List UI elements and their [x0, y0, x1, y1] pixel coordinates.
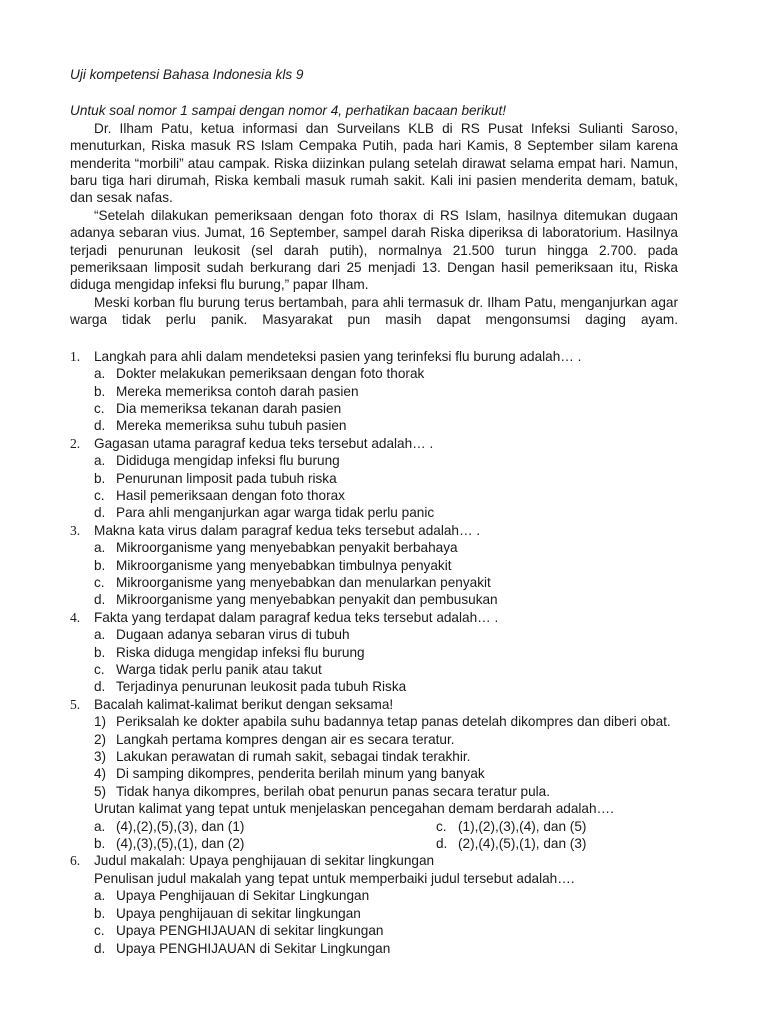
option-text: Dugaan adanya sebaran virus di tubuh — [116, 627, 350, 643]
option-text: (1),(2),(3),(4), dan (5) — [458, 818, 587, 834]
item-number: 1) — [94, 714, 107, 730]
option-text: Upaya penghijauan di sekitar lingkungan — [116, 905, 361, 921]
option-text: Hasil pemeriksaan dengan foto thorax — [116, 487, 345, 503]
option-text: Riska diduga mengidap infeksi flu burung — [116, 644, 365, 660]
option-letter: d. — [94, 418, 106, 434]
option-d — [94, 940, 678, 957]
option-grid — [94, 818, 678, 853]
option-letter: d. — [94, 505, 106, 521]
question-4 — [70, 609, 678, 696]
sentence-item-3 — [94, 748, 678, 765]
reading-paragraph-1: Dr. Ilham Patu, ketua informasi dan Surveilans KLB di RS Pusat Infeksi Sulianti Saroso, menuturkan, Riska masuk RS Islam Cempaka Putih, pada hari Kamis, 8 September silam karena menderita “morbili” atau campak. Riska diizinkan pulang setelah dirawat selama empat hari. Namun, baru tiga hari dirumah, Riska kembali masuk rumah sakit. Kali ini pasien menderita demam, batuk, dan sesak nafas. — [70, 120, 678, 206]
option-letter: c. — [94, 923, 105, 939]
instruction-intro: Untuk soal nomor 1 sampai dengan nomor 4, perhatikan bacaan berikut! — [70, 103, 507, 119]
option-letter: a. — [94, 540, 106, 556]
option-letter: c. — [94, 487, 105, 503]
option-b — [94, 905, 678, 922]
option-text: (4),(2),(5),(3), dan (1) — [116, 818, 245, 834]
option-text: (4),(3),(5),(1), dan (2) — [116, 836, 245, 852]
option-a — [94, 365, 678, 382]
item-number: 5) — [94, 783, 107, 799]
option-letter: a. — [94, 888, 106, 904]
option-letter: c. — [94, 400, 105, 416]
question-text: Gagasan utama paragraf kedua teks tersebut adalah… . — [94, 435, 434, 451]
option-text: Para ahli menganjurkan agar warga tidak perlu panic — [116, 505, 435, 521]
question-number: 5. — [70, 696, 81, 712]
option-text: Penurunan limposit pada tubuh riska — [116, 470, 337, 486]
option-text: Upaya Penghijauan di Sekitar Lingkungan — [116, 888, 370, 904]
option-letter: d. — [436, 836, 448, 852]
option-text: Mikroorganisme yang menyebabkan dan menularkan penyakit — [116, 574, 491, 590]
question-text: Bacalah kalimat-kalimat berikut dengan seksama! — [94, 696, 394, 712]
question-number: 2. — [70, 435, 81, 451]
option-text: (2),(4),(5),(1), dan (3) — [458, 836, 587, 852]
sentence-item-5 — [94, 783, 678, 800]
sentence-item-4 — [94, 765, 678, 782]
question-number: 3. — [70, 522, 81, 538]
question-2 — [70, 435, 678, 522]
option-c — [436, 818, 678, 835]
option-b — [94, 557, 678, 574]
option-d — [94, 504, 678, 521]
question-text: Makna kata virus dalam paragraf kedua teks tersebut adalah… . — [94, 522, 481, 538]
sentence-item-1 — [94, 713, 678, 730]
sentence-item-2 — [94, 731, 678, 748]
reading-paragraph-3: Meski korban flu burung terus bertambah, para ahli termasuk dr. Ilham Patu, menganjurkan agar warga tidak perlu panik. Masyarakat pun masih dapat mengonsumsi daging ayam. — [70, 294, 678, 328]
option-c — [94, 922, 678, 939]
option-letter: a. — [94, 453, 106, 469]
item-text: Tidak hanya dikompres, berilah obat penurun panas secara teratur pula. — [116, 783, 551, 799]
option-text: Mereka memeriksa suhu tubuh pasien — [116, 418, 347, 434]
question-number: 6. — [70, 853, 81, 869]
document-title: Uji kompetensi Bahasa Indonesia kls 9 — [70, 67, 304, 82]
option-letter: c. — [94, 662, 105, 677]
option-c — [94, 661, 678, 678]
option-letter: b. — [94, 836, 106, 852]
option-a — [94, 539, 678, 556]
option-c — [94, 487, 678, 504]
option-text: Mereka memeriksa contoh darah pasien — [116, 383, 359, 399]
option-letter: c. — [94, 574, 105, 590]
option-text: Mikroorganisme yang menyebabkan penyakit dan pembusukan — [116, 592, 498, 608]
option-b — [94, 644, 678, 661]
question-6 — [70, 852, 678, 956]
question-text: Fakta yang terdapat dalam paragraf kedua teks tersebut adalah… . — [94, 609, 499, 625]
option-a — [94, 452, 678, 469]
option-text: Dididuga mengidap infeksi flu burung — [116, 453, 340, 469]
item-text: Di samping dikompres, penderita berilah minum yang banyak — [116, 766, 485, 782]
option-c — [94, 574, 678, 591]
option-a — [94, 887, 678, 904]
option-text: Warga tidak perlu panik atau takut — [116, 662, 322, 677]
item-number: 2) — [94, 731, 107, 747]
item-text: Lakukan perawatan di rumah sakit, sebagai tindak terakhir. — [116, 749, 471, 765]
question-list — [70, 348, 678, 957]
option-a — [94, 626, 678, 643]
item-text: Periksalah ke dokter apabila suhu badannya tetap panas detelah dikompres dan diberi obat. — [116, 714, 671, 730]
option-b — [94, 835, 436, 852]
question-5 — [70, 696, 678, 853]
option-letter: a. — [94, 818, 106, 834]
question-text: Judul makalah: Upaya penghijauan di sekitar lingkungan — [94, 853, 435, 869]
question-number: 4. — [70, 609, 81, 625]
option-text: Upaya PENGHIJAUAN di sekitar lingkungan — [116, 923, 384, 939]
option-letter: b. — [94, 557, 106, 573]
option-letter: a. — [94, 366, 106, 382]
question-number: 1. — [70, 348, 81, 364]
option-d — [436, 835, 678, 852]
option-letter: d. — [94, 592, 106, 608]
question-1 — [70, 348, 678, 435]
option-text: Mikroorganisme yang menyebabkan timbulnya penyakit — [116, 557, 452, 573]
option-letter: b. — [94, 383, 106, 399]
option-d — [94, 591, 678, 608]
item-number: 3) — [94, 749, 107, 765]
question-text: Langkah para ahli dalam mendeteksi pasien yang terinfeksi flu burung adalah… . — [94, 348, 582, 364]
option-letter: b. — [94, 905, 106, 921]
option-letter: c. — [436, 818, 447, 834]
option-d — [94, 417, 678, 434]
option-c — [94, 400, 678, 417]
option-letter: b. — [94, 644, 106, 660]
option-text: Terjadinya penurunan leukosit pada tubuh Riska — [116, 679, 407, 695]
option-d — [94, 678, 678, 695]
option-letter: d. — [94, 679, 106, 695]
option-letter: a. — [94, 627, 106, 643]
option-letter: d. — [94, 940, 106, 956]
question-3 — [70, 522, 678, 609]
document-content — [70, 66, 678, 957]
question-instruction: Urutan kalimat yang tepat untuk menjelaskan pencegahan demam berdarah adalah…. — [94, 801, 614, 817]
reading-paragraph-2: “Setelah dilakukan pemeriksaan dengan foto thorax di RS Islam, hasilnya ditemukan dugaan adanya sebaran vius. Jumat, 16 September, sampel darah Riska diperiksa di laboratorium. Hasilnya terjadi penurunan leukosit (sel darah putih), normalnya 21.500 turun hingga 2.700. pada pemeriksaan limposit sudah berkurang dari 25 menjadi 13. Dengan hasil pemeriksaan itu, Riska diduga mengidap infeksi flu burung,” papar Ilham. — [70, 207, 678, 293]
option-text: Mikroorganisme yang menyebabkan penyakit berbahaya — [116, 540, 458, 556]
option-letter: b. — [94, 470, 106, 486]
option-text: Upaya PENGHIJAUAN di Sekitar Lingkungan — [116, 940, 391, 956]
option-text: Dia memeriksa tekanan darah pasien — [116, 400, 342, 416]
option-a — [94, 818, 436, 835]
item-number: 4) — [94, 766, 107, 782]
option-text: Dokter melakukan pemeriksaan dengan foto thorak — [116, 366, 425, 382]
option-b — [94, 470, 678, 487]
item-text: Langkah pertama kompres dengan air es secara teratur. — [116, 731, 455, 747]
question-instruction: Penulisan judul makalah yang tepat untuk memperbaiki judul tersebut adalah…. — [94, 870, 575, 886]
option-b — [94, 383, 678, 400]
